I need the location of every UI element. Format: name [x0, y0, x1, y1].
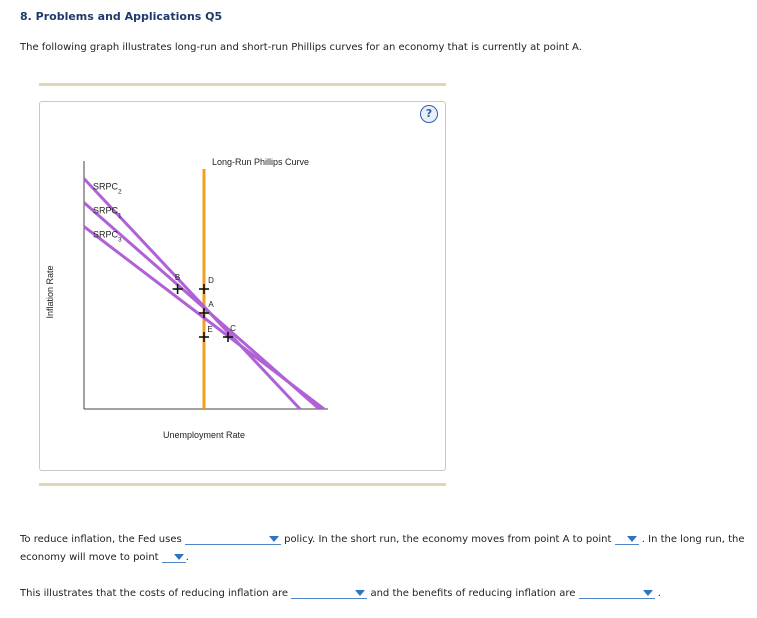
help-icon[interactable]: ?	[420, 105, 438, 123]
chevron-down-icon	[269, 536, 279, 542]
chevron-down-icon	[174, 554, 184, 560]
lrpc-label: Long-Run Phillips Curve	[212, 157, 310, 167]
srpc-3-label: SRPC	[93, 229, 119, 240]
point-B-label: B	[174, 273, 181, 282]
q2-text-2: and the benefits of reducing inflation are	[370, 588, 576, 599]
question-line-2	[20, 550, 189, 563]
chevron-down-icon	[643, 590, 653, 596]
intro-text: The following graph illustrates long-run and short-run Phillips curves for an economy that is currently at point A.	[20, 42, 582, 53]
point-D-label: D	[208, 276, 214, 285]
short-run-point-dropdown[interactable]	[615, 532, 639, 545]
chevron-down-icon	[627, 536, 637, 542]
policy-dropdown[interactable]	[185, 532, 281, 545]
srpc-1-label: SRPC	[93, 205, 119, 216]
q1-text-5: .	[185, 552, 189, 563]
benefits-dropdown[interactable]	[579, 586, 655, 599]
srpc-2-subscript: 2	[118, 188, 122, 196]
q1-text-1: To reduce inflation, the Fed uses	[20, 534, 182, 545]
chevron-down-icon	[355, 590, 365, 596]
long-run-point-dropdown[interactable]	[162, 550, 186, 563]
page-title: 8. Problems and Applications Q5	[20, 10, 223, 23]
srpc-1-subscript: 1	[118, 212, 122, 220]
point-A-label: A	[208, 300, 214, 309]
q2-text-1: This illustrates that the costs of reducing inflation are	[20, 588, 289, 599]
question-line-3	[20, 586, 661, 599]
q1-text-3: . In the long run, the	[641, 534, 745, 545]
question-line-1	[20, 532, 745, 545]
point-E-label: E	[207, 325, 213, 334]
srpc-3-subscript: 3	[118, 236, 122, 244]
q1-text-2: policy. In the short run, the economy moves from point A to point	[284, 534, 612, 545]
bottom-divider	[39, 483, 446, 486]
costs-dropdown[interactable]	[291, 586, 367, 599]
point-C-label: C	[230, 324, 236, 333]
srpc-2-label: SRPC	[93, 181, 119, 192]
y-axis-label: Inflation Rate	[45, 265, 55, 319]
q1-text-4: economy will move to point	[20, 552, 159, 563]
q2-text-3: .	[657, 588, 661, 599]
x-axis-label: Unemployment Rate	[162, 430, 246, 440]
